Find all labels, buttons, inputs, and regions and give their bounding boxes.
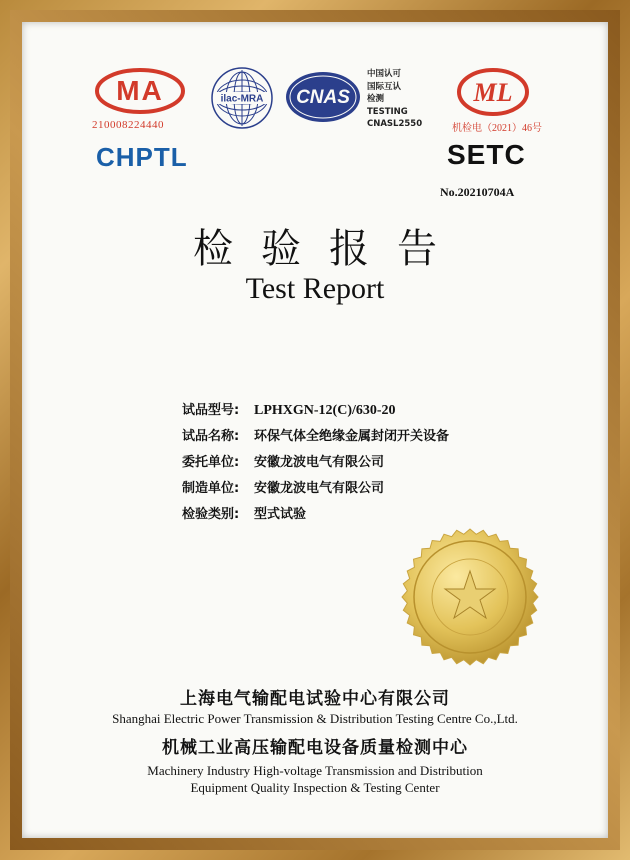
ml-code: 机检电（2021）46号 [452, 123, 542, 134]
ml-logo-text: ML [473, 78, 513, 107]
report-title-cn: 检验报告 [193, 226, 465, 272]
field-row-model [182, 398, 449, 424]
cma-logo [94, 66, 186, 116]
cnas-line: 中国认可 [367, 69, 402, 79]
field-value: 安徽龙波电气有限公司 [254, 481, 385, 496]
field-row-name [182, 424, 449, 450]
field-label: 试品型号: [182, 403, 240, 418]
gold-seal [400, 527, 540, 667]
field-label: 检验类别: [182, 507, 240, 522]
org2-name-cn: 机械工业高压输配电设备质量检测中心 [162, 738, 468, 758]
document-number: No.20210704A [440, 185, 515, 199]
chptl-logo: CHPTL [96, 142, 188, 172]
cnas-line: CNASL2550 [367, 119, 423, 129]
field-label: 试品名称: [182, 429, 240, 444]
field-value: 安徽龙波电气有限公司 [254, 455, 385, 470]
org2-name-en-line2: Equipment Quality Inspection & Testing Center [190, 780, 440, 795]
cnas-logo [284, 70, 362, 124]
cma-logo-text: MA [116, 75, 164, 106]
certificate-paper [22, 22, 608, 838]
report-fields [182, 398, 449, 528]
cnas-accreditation-text [367, 68, 422, 131]
field-value: 型式试验 [254, 507, 307, 522]
ilac-mra-text: ilac-MRA [220, 93, 264, 105]
setc-logo: SETC [447, 139, 526, 170]
cnas-logo-text: CNAS [296, 87, 350, 108]
field-value: 环保气体全绝缘金属封闭开关设备 [254, 429, 450, 444]
field-value: LPHXGN-12(C)/630-20 [254, 403, 396, 418]
field-label: 制造单位: [182, 481, 240, 496]
report-title-en: Test Report [245, 272, 385, 305]
org1-name-en: Shanghai Electric Power Transmission & Distribution Testing Centre Co.,Ltd. [112, 711, 518, 726]
field-row-manufacturer [182, 476, 449, 502]
field-row-client [182, 450, 449, 476]
ml-logo [456, 66, 530, 118]
cnas-line: TESTING [367, 106, 408, 117]
cma-code: 210008224440 [92, 119, 164, 131]
org2-name-en-line1: Machinery Industry High-voltage Transmission and Distribution [147, 763, 483, 778]
field-label: 委托单位: [182, 455, 240, 470]
org1-name-cn: 上海电气输配电试验中心有限公司 [180, 689, 450, 709]
field-row-test-type [182, 502, 449, 528]
cnas-line: 国际互认 [367, 81, 402, 92]
cnas-line: 检测 [367, 94, 385, 104]
ilac-mra-logo [210, 66, 274, 130]
